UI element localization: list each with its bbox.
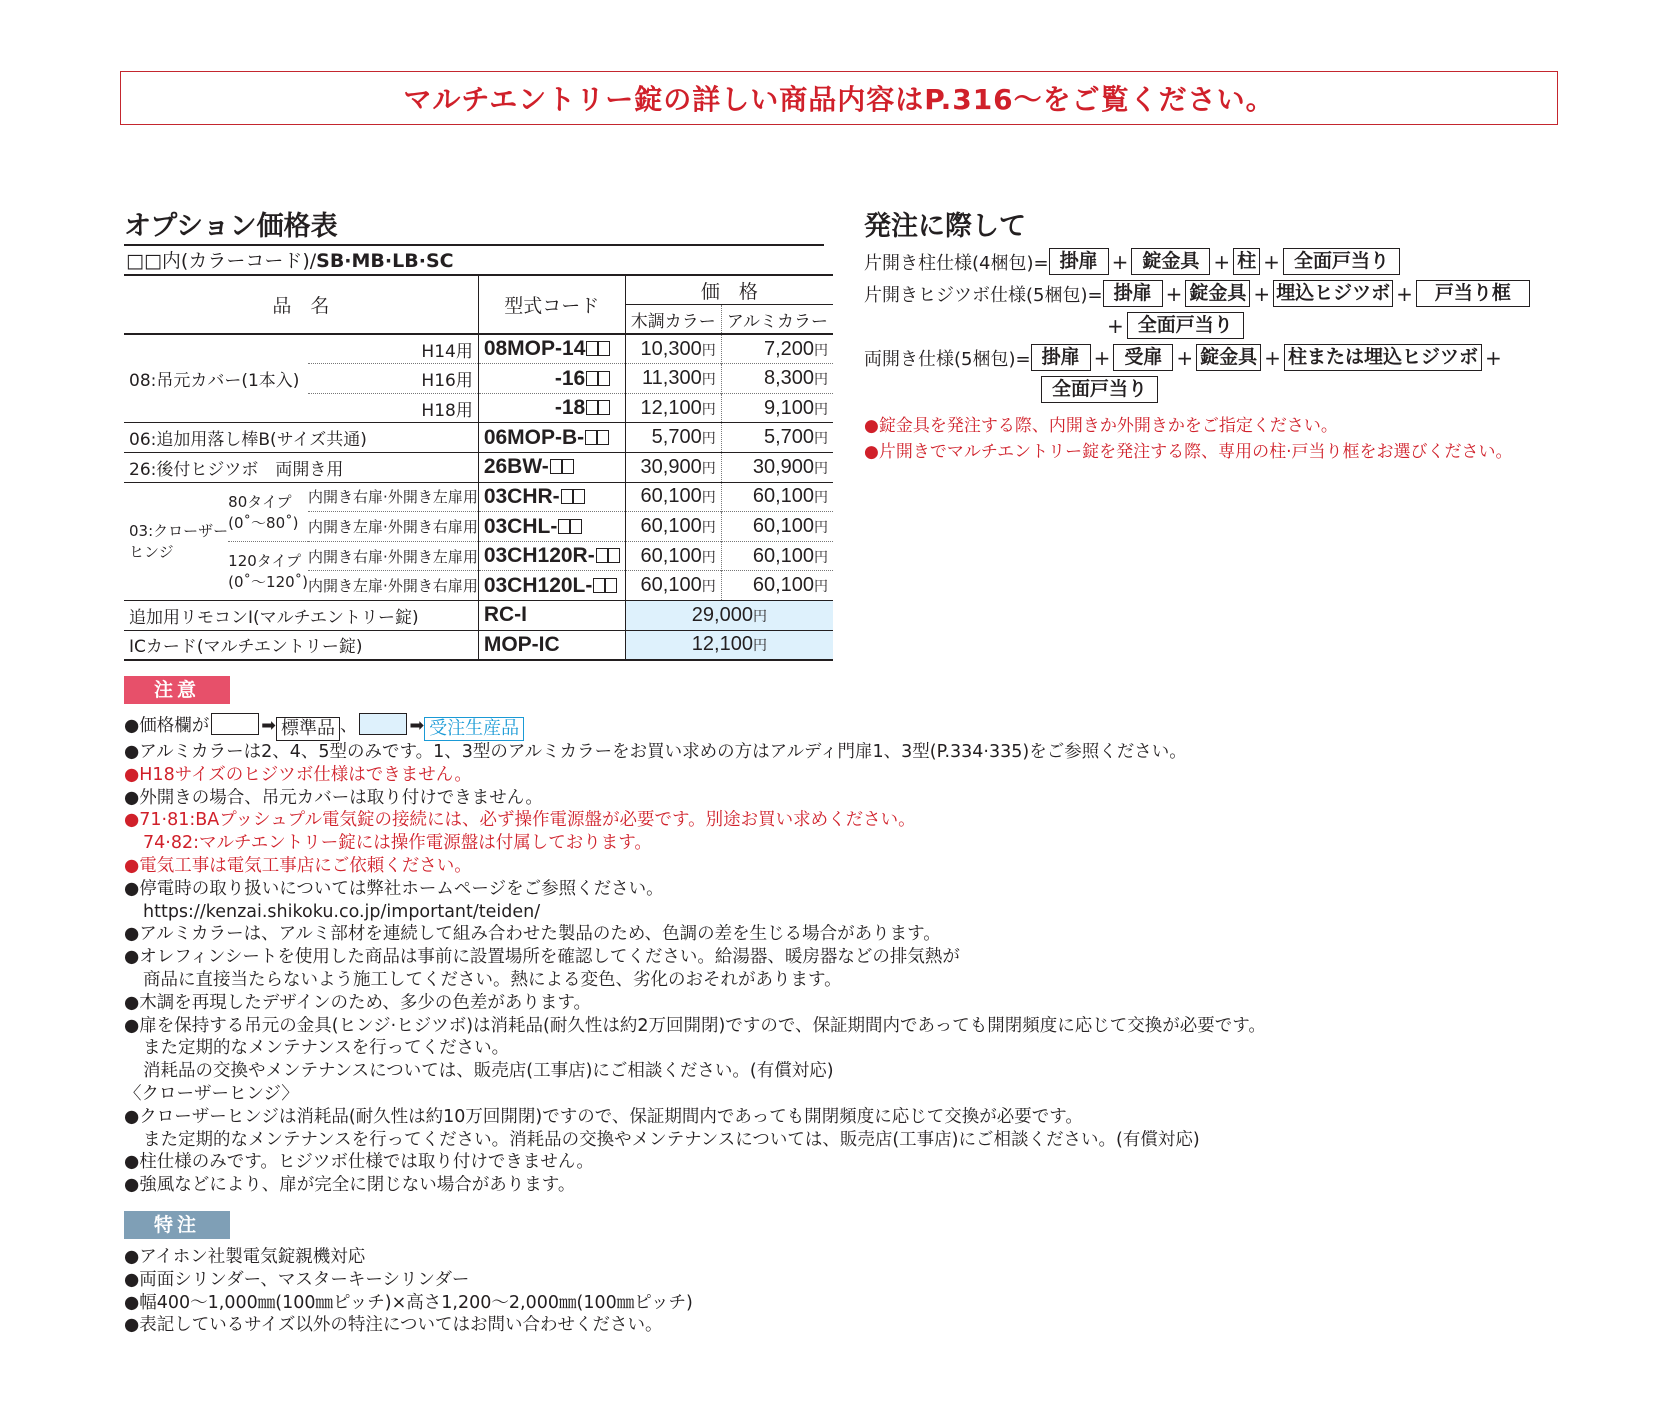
box-toatari-waku: 戸当り框: [1416, 280, 1530, 307]
closer-120-dir-a: 内開き右扉·外開き左扉用: [308, 541, 478, 571]
rod-wood-price: 5,700: [651, 426, 702, 449]
remote-code: RC-I: [483, 603, 527, 627]
option-price-title: オプション価格表: [124, 211, 338, 242]
special-order-tag: 特注: [124, 1211, 230, 1239]
type120-label: 120タイプ: [228, 551, 302, 570]
type80-label: 80タイプ: [228, 492, 292, 511]
special-line: ●表記しているサイズ以外の特注についてはお問い合わせください。: [124, 1315, 663, 1336]
remote-name: 追加用リモコンⅠ(マルチエントリー錠): [124, 601, 478, 631]
remote-price: 29,000: [691, 603, 753, 626]
table-row: 内開き左扉·外開き右扉用 03CH120L- 60,100円 60,100円: [124, 571, 833, 601]
color-note-prefix: □□内(カラーコード)/: [126, 250, 317, 272]
box-hashira: 柱: [1233, 248, 1260, 275]
chl-wood-price: 60,100: [640, 515, 702, 538]
type120-range: (0˚〜120˚): [228, 572, 309, 591]
table-row: ICカード(マルチエントリー錠) MOP-IC 12,100円: [124, 630, 833, 660]
rod-alumi-price: 5,700: [763, 426, 815, 449]
ch120r-alumi-price: 60,100: [752, 544, 815, 567]
caution-line: ●外開きの場合、吊元カバーは取り付けできません。: [124, 787, 543, 808]
cover-h16-code: -16: [554, 366, 586, 390]
caution-line: ●柱仕様のみです。ヒジツボ仕様では取り付けできません。: [124, 1152, 594, 1173]
table-row: 08:吊元カバー(1本入) H14用 08MOP-14 10,300円 7,200円: [124, 334, 833, 364]
table-row: 120タイプ (0˚〜120˚) 内開き右扉·外開き左扉用 03CH120R- 60,100円 60,100円: [124, 541, 833, 571]
special-order-notes: [124, 1246, 693, 1337]
cover-h14-alumi-price: 7,200: [763, 337, 815, 360]
box-umekomi: 埋込ヒジツボ: [1273, 280, 1393, 307]
table-row: 26:後付ヒジツボ 両開き用 26BW- 30,900円 30,900円: [124, 453, 833, 483]
order-row-single-hijitsubo-cont: + 全面戸当り: [1104, 312, 1244, 339]
legend-standard: 標準品: [276, 717, 340, 741]
caution-line: ●H18サイズのヒジツボ仕様はできません。: [124, 764, 472, 785]
caution-line: また定期的なメンテナンスを行ってください。: [143, 1038, 510, 1059]
closer-120-dir-b: 内開き左扉·外開き右扉用: [308, 571, 478, 601]
header-alumi: アルミカラー: [721, 305, 833, 335]
order-note-1: ●錠金具を発注する際、内開きか外開きかをご指定ください。: [864, 416, 1338, 436]
cover-h16-wood-price: 11,300: [642, 367, 702, 390]
color-codes: SB·MB·LB·SC: [316, 250, 454, 272]
caution-line: ●強風などにより、扉が完全に閉じない場合があります。: [124, 1175, 576, 1196]
caution-subheading: 〈クローザーヒンジ〉: [124, 1083, 299, 1104]
arrow-icon: ➡: [409, 716, 425, 736]
caution-tag: 注意: [124, 676, 230, 704]
ch120r-code: 03CH120R-: [483, 544, 595, 568]
box-uketobira: 受扉: [1113, 344, 1173, 371]
order-row-double-cont: [1041, 376, 1158, 403]
closer-80-dir-b: 内開き左扉·外開き右扉用: [308, 512, 478, 542]
order-row-single-hijitsubo: 片開きヒジツボ仕様(5梱包)= 掛扉 + 錠金具 + 埋込ヒジツボ + 戸当り框: [864, 280, 1530, 307]
ch120l-code: 03CH120L-: [483, 573, 593, 597]
closer-name-1: 03:クローザー: [129, 522, 229, 541]
cover-name: 08:吊元カバー(1本入): [124, 334, 308, 423]
card-name: ICカード(マルチエントリー錠): [124, 630, 478, 660]
caution-line: ●アルミカラーは2、4、5型のみです。1、3型のアルミカラーをお買い求めの方はアルディ門扉1、3型(P.334·335)をご参照ください。: [124, 742, 1187, 762]
rod-code: 06MOP-B-: [483, 425, 585, 449]
legend-prefix: ●価格欄が: [124, 716, 210, 736]
chr-code: 03CHR-: [483, 484, 560, 508]
legend-sep: 、: [339, 716, 358, 736]
caution-line: 商品に直接当たらないよう施工してください。熱による変色、劣化のおそれがあります。: [143, 969, 842, 990]
caution-line: 74·82:マルチエントリー錠には操作電源盤は付属しております。: [143, 833, 652, 854]
cover-h16-label: H16用: [308, 364, 478, 394]
table-row: 06:追加用落し棒B(サイズ共通) 06MOP-B- 5,700円 5,700円: [124, 423, 833, 453]
cover-h18-code: -18: [554, 396, 586, 420]
table-row: 03:クローザー ヒンジ 80タイプ (0˚〜80˚) 内開き右扉·外開き左扉用 03CHR- 60,100円 60,100円: [124, 482, 833, 512]
cover-h16-alumi-price: 8,300: [763, 367, 815, 390]
cover-h14-wood-price: 10,300: [640, 337, 702, 360]
box-zenmen: 全面戸当り: [1283, 248, 1400, 275]
box-jokanagu: 錠金具: [1196, 344, 1261, 371]
table-row: H16用 -16 11,300円 8,300円: [124, 364, 833, 394]
box-zenmen: 全面戸当り: [1127, 312, 1244, 339]
special-line: ●アイホン社製電気錠親機対応: [124, 1247, 366, 1267]
rod-name: 06:追加用落し棒B(サイズ共通): [124, 423, 478, 453]
header-name: 品 名: [124, 275, 478, 334]
hinge-alumi-price: 30,900: [752, 455, 815, 478]
cover-h18-label: H18用: [308, 393, 478, 423]
table-row: H18用 -18 12,100円 9,100円: [124, 393, 833, 423]
double-label: 両開き仕様(5梱包)=: [864, 348, 1031, 370]
legend-white-box: [211, 713, 259, 735]
cover-h14-code: 08MOP-14: [483, 337, 586, 361]
type80-range: (0˚〜80˚): [228, 513, 299, 532]
closer-80-dir-a: 内開き右扉·外開き左扉用: [308, 482, 478, 512]
chl-code: 03CHL-: [483, 514, 558, 538]
box-hashira-or: 柱または埋込ヒジツボ: [1284, 344, 1482, 371]
caution-url: https://kenzai.shikoku.co.jp/important/teiden/: [143, 901, 541, 922]
order-title: 発注に際して: [864, 211, 1026, 242]
cover-h18-wood-price: 12,100: [640, 396, 702, 419]
hinge-code: 26BW-: [483, 455, 549, 479]
box-kakitobira: 掛扉: [1031, 344, 1091, 371]
header-price: 価 格: [625, 275, 833, 305]
legend-order-made: 受注生産品: [424, 717, 524, 741]
chr-alumi-price: 60,100: [752, 485, 815, 508]
single-pillar-label: 片開き柱仕様(4梱包)=: [864, 252, 1049, 274]
single-hijitsubo-label: 片開きヒジツボ仕様(5梱包)=: [864, 284, 1103, 306]
special-line: ●両面シリンダー、マスターキーシリンダー: [124, 1269, 470, 1290]
box-zenmen: 全面戸当り: [1041, 376, 1158, 403]
header-code: 型式コード: [478, 275, 625, 334]
ch120l-wood-price: 60,100: [640, 574, 702, 597]
caution-line: 消耗品の交換やメンテナンスについては、販売店(工事店)にご相談ください。(有償対応): [143, 1061, 834, 1082]
caution-line: ●オレフィンシートを使用した商品は事前に設置場所を確認してください。給湯器、暖房器などの排気熱が: [124, 947, 960, 968]
box-jokanagu: 錠金具: [1131, 248, 1210, 275]
order-note-2: ●片開きでマルチエントリー錠を発注する際、専用の柱·戸当り框をお選びください。: [864, 442, 1513, 462]
card-price: 12,100: [691, 633, 753, 656]
cover-h14-label: H14用: [308, 334, 478, 364]
caution-line: ●クローザーヒンジは消耗品(耐久性は約10万回開閉)ですので、保証期間内であっても開閉頻度に応じて交換が必要です。: [124, 1106, 1083, 1127]
arrow-icon: ➡: [261, 716, 276, 736]
chr-wood-price: 60,100: [640, 485, 702, 508]
caution-line: また定期的なメンテナンスを行ってください。消耗品の交換やメンテナンスについては、販売店(工事店)にご相談ください。(有償対応): [143, 1129, 1200, 1150]
caution-line: ●扉を保持する吊元の金具(ヒンジ·ヒジツボ)は消耗品(耐久性は約2万回開閉)ですので、保証期間内であっても開閉頻度に応じて交換が必要です。: [124, 1015, 1266, 1036]
box-kakitobira: 掛扉: [1049, 248, 1109, 275]
table-row: 内開き左扉·外開き右扉用 03CHL- 60,100円 60,100円: [124, 512, 833, 542]
card-code: MOP-IC: [483, 632, 560, 656]
option-price-table: [124, 244, 829, 661]
caution-line: ●71·81:BAプッシュプル電気錠の接続には、必ず操作電源盤が必要です。別途お買い求めください。: [124, 810, 916, 831]
caution-line: ●木調を再現したデザインのため、多少の色差があります。: [124, 992, 591, 1013]
ch120l-alumi-price: 60,100: [752, 574, 815, 597]
color-code-note: [124, 244, 824, 274]
header-wood: 木調カラー: [625, 305, 721, 335]
hinge-wood-price: 30,900: [640, 455, 702, 478]
order-row-double: 両開き仕様(5梱包)= 掛扉 + 受扉 + 錠金具 + 柱または埋込ヒジツボ +: [864, 345, 1502, 370]
caution-notes: [124, 711, 1266, 1197]
info-banner: マルチエントリー錠の詳しい商品内容はP.316〜をご覧ください。: [120, 71, 1558, 125]
order-row-single-pillar: 片開き柱仕様(4梱包)= 掛扉 + 錠金具 + 柱 + 全面戸当り: [864, 248, 1400, 275]
caution-line: ●アルミカラーは、アルミ部材を連続して組み合わせた製品のため、色調の差を生じる場合があります。: [124, 924, 941, 945]
caution-line: ●電気工事は電気工事店にご依頼ください。: [124, 855, 472, 876]
chl-alumi-price: 60,100: [752, 515, 815, 538]
legend-blue-box: [359, 713, 407, 735]
closer-name-2: ヒンジ: [129, 543, 174, 562]
box-jokanagu: 錠金具: [1185, 280, 1250, 307]
caution-line: ●停電時の取り扱いについては弊社ホームページをご参照ください。: [124, 878, 664, 899]
table-row: 追加用リモコンⅠ(マルチエントリー錠) RC-I 29,000円: [124, 601, 833, 631]
hinge-name: 26:後付ヒジツボ 両開き用: [124, 453, 478, 483]
cover-h18-alumi-price: 9,100: [763, 396, 815, 419]
ch120r-wood-price: 60,100: [640, 544, 702, 567]
special-line: ●幅400〜1,000㎜(100㎜ピッチ)×高さ1,200〜2,000㎜(100㎜ピッチ): [124, 1292, 693, 1313]
box-kakitobira: 掛扉: [1103, 280, 1163, 307]
legend-line: [124, 711, 1266, 741]
